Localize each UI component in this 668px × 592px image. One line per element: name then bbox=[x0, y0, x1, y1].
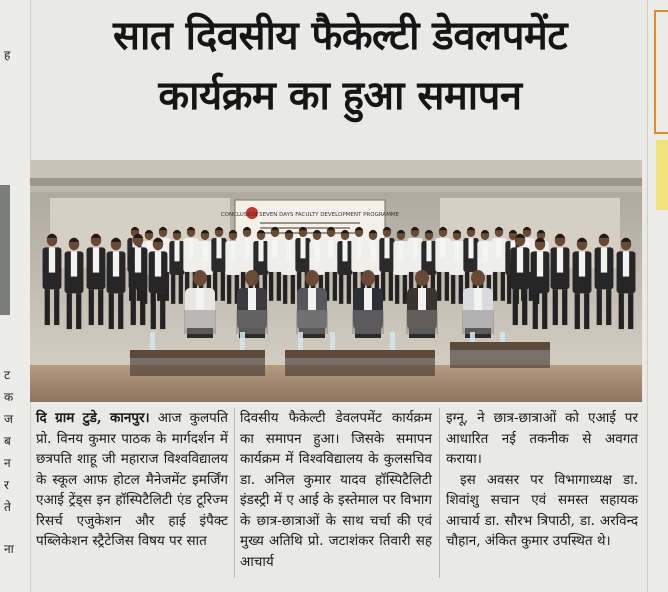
water-bottle bbox=[240, 332, 245, 350]
left-fragment: ह bbox=[4, 48, 11, 62]
left-fragment: न bbox=[4, 456, 11, 470]
adjacent-column-right bbox=[647, 0, 668, 592]
article-column-3 bbox=[446, 408, 638, 552]
article-text: इग्नू, ने छात्र-छात्राओं को एआई पर आधारित नई तकनीक से अवगत कराया। bbox=[446, 410, 638, 467]
group-photo-illustration bbox=[30, 160, 642, 402]
article-column-2 bbox=[240, 408, 432, 572]
dateline: दि ग्राम टुडे, कानपुर। bbox=[36, 410, 150, 426]
left-fragment: र bbox=[4, 478, 9, 492]
article-body bbox=[36, 408, 640, 588]
water-bottle bbox=[390, 332, 395, 350]
banner-text: CONCLUSION SEVEN DAYS FACULTY DEVELOPMENT PROGRAMME bbox=[220, 212, 400, 218]
water-bottle bbox=[330, 332, 335, 350]
water-bottle bbox=[298, 332, 303, 350]
article-text: दिवसीय फैकेल्टी डेवलपमेंट कार्यक्रम का समापन हुआ। जिसके समापन कार्यक्रम में विश्वविद्यालय के कुलसचिव डा. अनिल कुमार यादव हॉस्पिटैलिटी इंडस्ट्री में ए आई के इस्तेमाल पर विभाग के छात्र-छात्राओं के साथ चर्चा की एवं मुख्य अतिथि प्रो. जटाशंकर तिवारी सह आचार्य bbox=[240, 410, 432, 570]
adjacent-photo-fragment bbox=[0, 185, 10, 315]
headline bbox=[34, 6, 646, 126]
article-column-1 bbox=[36, 408, 228, 552]
left-fragment: ज bbox=[4, 412, 13, 426]
left-fragment: ना bbox=[4, 542, 14, 556]
adjacent-box-border bbox=[654, 10, 668, 134]
article-text: आज कुलपति प्रो. विनय कुमार पाठक के मार्गदर्शन में छत्रपति शाहू जी महाराज विश्वविद्यालय के स्कूल आफ होटल मैनेजमेंट इमर्जिंग एआई ट्रेंड्स इन हॉस्पिटैलिटी एंड टूरिज्म रिसर्च एजुकेशन और हाई इंपैक्ट पब्लिकेशन स्ट्रैटेजिस विषय पर सात bbox=[36, 410, 228, 549]
left-fragment: ते bbox=[4, 500, 11, 514]
column-divider bbox=[439, 408, 440, 578]
group-photo bbox=[30, 160, 642, 402]
headline-line-1: सात दिवसीय फैकेल्टी डेवलपमेंट bbox=[113, 13, 567, 59]
headline-line-2: कार्यक्रम का हुआ समापन bbox=[158, 73, 522, 119]
left-fragment: क bbox=[4, 390, 14, 404]
water-bottle bbox=[150, 332, 155, 350]
article-text: इस अवसर पर विभागाध्यक्ष डा. शिवांशु सचान एवं समस्त सहायक आचार्य डा. सौरभ त्रिपाठी, डा. अरविन्द चौहान, अंकित कुमार उपस्थित थे। bbox=[446, 471, 638, 549]
adjacent-highlight bbox=[656, 140, 668, 210]
adjacent-column-left bbox=[0, 0, 31, 592]
left-fragment: ब bbox=[4, 434, 11, 448]
left-fragment: ट bbox=[4, 368, 11, 382]
column-divider bbox=[234, 408, 235, 578]
